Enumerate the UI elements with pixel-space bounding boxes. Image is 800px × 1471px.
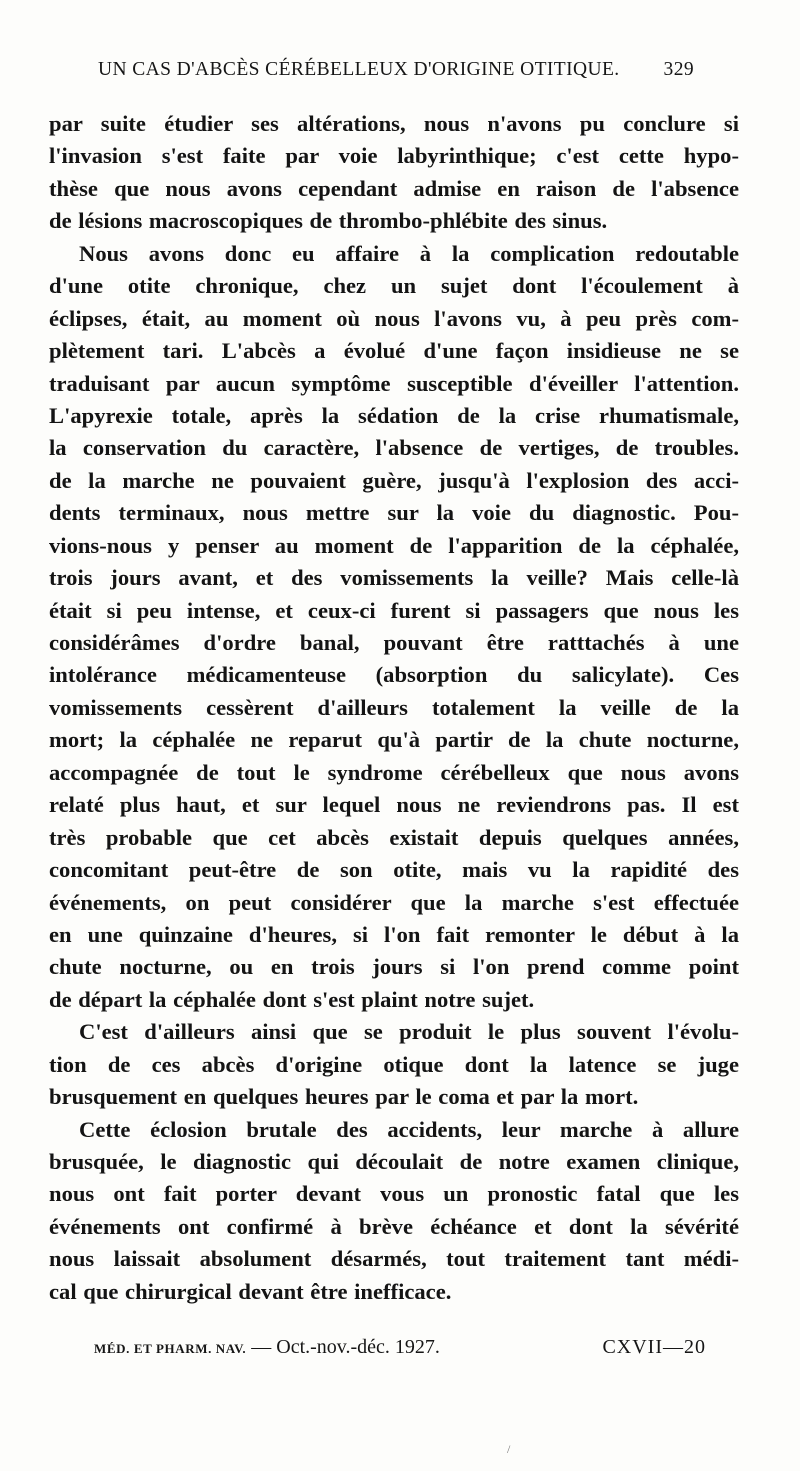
- text-line: mort; la céphalée ne reparut qu'à partir de la chute nocturne,: [49, 727, 739, 753]
- text-line: intolérance médicamenteuse (absorption du salicylate). Ces: [49, 662, 739, 688]
- text-line: la conservation du caractère, l'absence de vertiges, de troubles.: [49, 435, 739, 461]
- page-number: 329: [663, 59, 694, 80]
- text-line: événements, on peut considérer que la marche s'est effectuée: [49, 889, 739, 915]
- text-line: cal que chirurgical devant être inefficace.: [49, 1278, 452, 1304]
- text-line: L'apyrexie totale, après la sédation de la crise rhumatismale,: [49, 402, 739, 428]
- body-text: [49, 108, 739, 1308]
- text-line: dents terminaux, nous mettre sur la voie du diagnostic. Pou-: [49, 500, 739, 526]
- stray-mark: /: [507, 1442, 511, 1456]
- text-line: de départ la céphalée dont s'est plaint notre sujet.: [49, 986, 535, 1012]
- text-line: brusquement en quelques heures par le coma et par la mort.: [49, 1084, 639, 1110]
- text-line: en une quinzaine d'heures, si l'on fait remonter le début à la: [49, 921, 739, 947]
- text-line: vions-nous y penser au moment de l'apparition de la céphalée,: [49, 532, 739, 558]
- journal-citation: [94, 1336, 440, 1359]
- text-line: par suite étudier ses altérations, nous n'avons pu conclure si: [49, 111, 739, 136]
- page-footer: [94, 1336, 706, 1364]
- text-line: plètement tari. L'abcès a évolué d'une façon insidieuse ne se: [49, 338, 739, 364]
- text-line: de lésions macroscopiques de thrombo-phlébite des sinus.: [49, 208, 608, 234]
- text-line: chute nocturne, ou en trois jours si l'on prend comme point: [49, 954, 739, 980]
- text-line: thèse que nous avons cependant admise en raison de l'absence: [49, 175, 739, 201]
- text-line: événements ont confirmé à brève échéance et dont la sévérité: [49, 1213, 739, 1239]
- text-line: tion de ces abcès d'origine otique dont la latence se juge: [49, 1051, 739, 1077]
- text-line: vomissements cessèrent d'ailleurs totalement la veille de la: [49, 694, 739, 720]
- text-line: considérâmes d'ordre banal, pouvant être ratttachés à une: [49, 630, 739, 655]
- text-line: nous laissait absolument désarmés, tout traitement tant médi-: [49, 1246, 739, 1272]
- text-line: traduisant par aucun symptôme susceptible d'éveiller l'attention.: [49, 370, 739, 396]
- journal-abbreviation: MÉD. ET PHARM. NAV.: [94, 1341, 247, 1356]
- text-line: très probable que cet abcès existait depuis quelques années,: [49, 824, 739, 850]
- running-header: [98, 59, 694, 89]
- text-line: nous ont fait porter devant vous un pronostic fatal que les: [49, 1181, 739, 1207]
- issue-date: Oct.-nov.-déc. 1927.: [276, 1336, 440, 1358]
- running-title: UN CAS D'ABCÈS CÉRÉBELLEUX D'ORIGINE OTITIQUE.: [98, 59, 620, 80]
- text-line: était si peu intense, et ceux-ci furent si passagers que nous les: [49, 597, 739, 623]
- text-line: concomitant peut-être de son otite, mais vu la rapidité des: [49, 857, 739, 883]
- text-line: d'une otite chronique, chez un sujet dont l'écoulement à: [49, 273, 739, 299]
- text-line: Cette éclosion brutale des accidents, leur marche à allure: [79, 1116, 739, 1142]
- text-line: C'est d'ailleurs ainsi que se produit le plus souvent l'évolu-: [79, 1019, 739, 1045]
- text-line: trois jours avant, et des vomissements la veille? Mais celle-là: [49, 565, 739, 591]
- volume-signature: CXVII—20: [602, 1336, 706, 1358]
- footer-dash: —: [251, 1336, 272, 1358]
- text-line: relaté plus haut, et sur lequel nous ne reviendrons pas. Il est: [49, 792, 739, 818]
- text-line: accompagnée de tout le syndrome cérébelleux que nous avons: [49, 759, 739, 785]
- text-line: l'invasion s'est faite par voie labyrinthique; c'est cette hypo-: [49, 143, 739, 169]
- text-line: brusquée, le diagnostic qui découlait de notre examen clinique,: [49, 1149, 739, 1174]
- text-line: de la marche ne pouvaient guère, jusqu'à l'explosion des acci-: [49, 467, 739, 493]
- text-line: Nous avons donc eu affaire à la complication redoutable: [79, 240, 739, 266]
- text-line: éclipses, était, au moment où nous l'avons vu, à peu près com-: [49, 305, 739, 331]
